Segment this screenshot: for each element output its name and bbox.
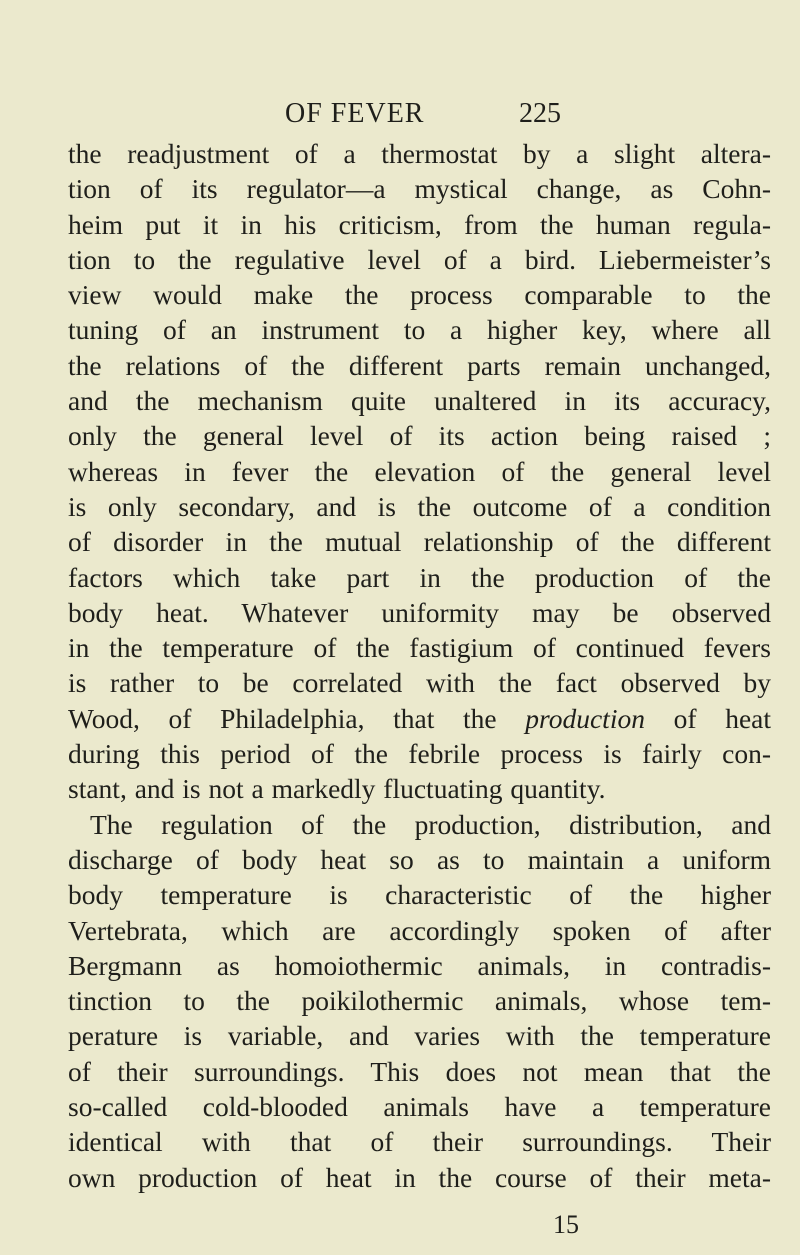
text-line: stant, and is not a markedly fluctuating quantity. <box>68 773 606 805</box>
text-line: factors which take part in the production of the <box>68 561 771 593</box>
page-number: 225 <box>519 98 561 129</box>
text-line: view would make the process comparable to the <box>68 279 771 311</box>
text-line: of their surroundings. This does not mean that the <box>68 1055 771 1087</box>
text-line: tion to the regulative level of a bird. Liebermeister’s <box>68 243 771 275</box>
text-line: is only secondary, and is the outcome of a condition <box>68 490 771 522</box>
running-head <box>0 98 800 132</box>
italic-text: production <box>525 702 645 734</box>
text-line: so-called cold-blooded animals have a temperature <box>68 1091 771 1123</box>
text-line: tinction to the poikilothermic animals, whose tem- <box>68 985 771 1017</box>
body-text <box>68 136 771 1195</box>
text-line: is rather to be correlated with the fact observed by <box>68 667 771 699</box>
text-line: discharge of body heat so as to maintain a uniform <box>68 843 771 875</box>
text-segment: Wood, of Philadelphia, that the <box>68 702 526 734</box>
text-line: perature is variable, and varies with the temperature <box>68 1020 771 1052</box>
text-line <box>68 701 771 736</box>
text-line: Vertebrata, which are accordingly spoken of after <box>68 914 771 946</box>
text-line: during this period of the febrile process is fairly con- <box>68 738 771 770</box>
text-line: only the general level of its action being raised ; <box>68 420 771 452</box>
text-line: own production of heat in the course of their meta- <box>68 1161 771 1193</box>
text-segment: of heat <box>644 702 772 734</box>
running-title: OF FEVER <box>285 98 425 129</box>
text-line: and the mechanism quite unaltered in its accuracy, <box>68 385 771 417</box>
text-line: The regulation of the production, distribution, and <box>90 808 771 840</box>
text-line: tuning of an instrument to a higher key, where all <box>68 314 771 346</box>
text-line: heim put it in his criticism, from the human regula- <box>68 208 771 240</box>
text-line: tion of its regulator—a mystical change, as Cohn- <box>68 173 771 205</box>
text-line: the relations of the different parts remain unchanged, <box>68 349 771 381</box>
text-line: in the temperature of the fastigium of continued fevers <box>68 632 771 664</box>
text-line: of disorder in the mutual relationship of the different <box>68 526 771 558</box>
text-line: the readjustment of a thermostat by a slight altera- <box>68 138 771 169</box>
text-line: whereas in fever the elevation of the general level <box>68 455 771 487</box>
text-line: Bergmann as homoiothermic animals, in contradis- <box>68 949 771 981</box>
text-line: body heat. Whatever uniformity may be observed <box>68 596 771 628</box>
text-line: body temperature is characteristic of the higher <box>68 879 771 911</box>
signature-mark: 15 <box>553 1210 579 1239</box>
text-line: identical with that of their surroundings. Their <box>68 1126 771 1158</box>
